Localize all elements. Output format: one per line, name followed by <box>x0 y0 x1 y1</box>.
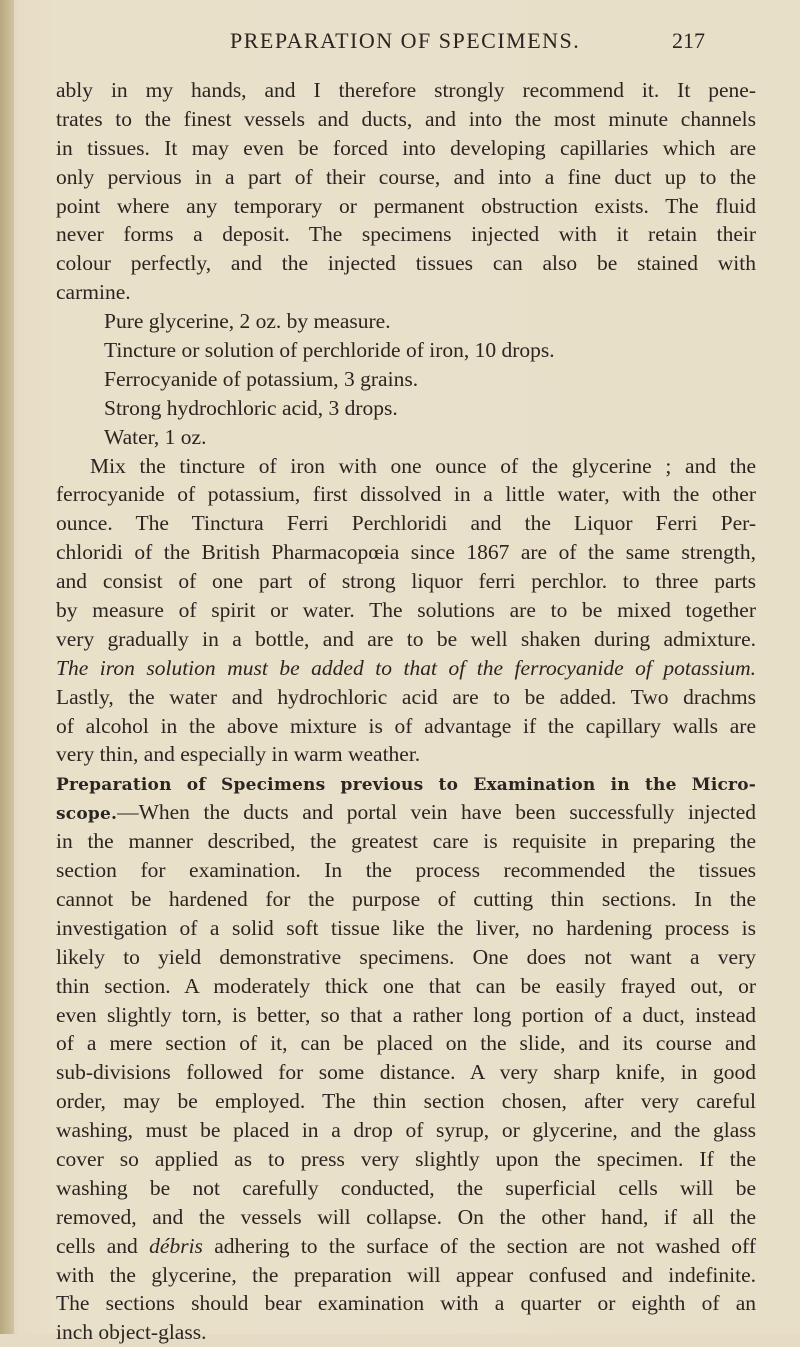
text-line: and consist of one part of strong liquor ferri perchlor. to three parts <box>56 569 756 594</box>
text-fragment: cells and <box>56 1233 150 1258</box>
text-line: likely to yield demonstrative specimens. One does not want a very <box>56 944 756 969</box>
text-line: only pervious in a part of their course, and into a fine duct up to the <box>56 164 756 189</box>
section-first-line: —When the ducts and portal vein have been successfully injected <box>117 800 756 825</box>
text-line: never forms a deposit. The specimens injected with it retain their <box>56 222 756 247</box>
text-line: thin section. A moderately thick one that can be easily frayed out, or <box>56 973 756 998</box>
text-line: The sections should bear examination with a quarter or eighth of an <box>56 1291 756 1316</box>
text-line: sub-divisions followed for some distance. A very sharp knife, in good <box>56 1060 756 1085</box>
formula-item: Ferrocyanide of potassium, 3 grains. <box>104 366 419 391</box>
formula-item: Strong hydrochloric acid, 3 drops. <box>104 395 398 420</box>
text-line: colour perfectly, and the injected tissues can also be stained with <box>56 251 756 276</box>
text-line: ably in my hands, and I therefore strongly recommend it. It pene- <box>56 78 756 102</box>
page-gutter-shadow <box>0 0 14 1334</box>
text-line: order, may be employed. The thin section chosen, after very careful <box>56 1089 756 1114</box>
page-number: 217 <box>672 28 705 53</box>
section-heading-line <box>56 769 756 798</box>
running-title: PREPARATION OF SPECIMENS. <box>230 28 581 53</box>
text-line: in tissues. It may even be forced into developing capillaries which are <box>56 135 756 160</box>
text-line <box>56 798 756 827</box>
text-line: ounce. The Tinctura Ferri Perchloridi and the Liquor Ferri Per- <box>56 511 756 536</box>
text-line: inch object-glass. <box>56 1320 207 1345</box>
text-line: chloridi of the British Pharmacopœia since 1867 are of the same strength, <box>56 540 756 565</box>
text-line: section for examination. In the process recommended the tissues <box>56 858 756 883</box>
text-line: even slightly torn, is better, so that a rather long portion of a duct, instead <box>56 1002 756 1027</box>
formula-item: Water, 1 oz. <box>104 424 207 449</box>
text-line: in the manner described, the greatest care is requisite in preparing the <box>56 829 756 854</box>
text-line: cover so applied as to press very slightly upon the specimen. If the <box>56 1146 756 1171</box>
text-line: with the glycerine, the preparation will appear confused and indefinite. <box>56 1262 756 1287</box>
formula-item: Pure glycerine, 2 oz. by measure. <box>104 309 391 334</box>
text-line: by measure of spirit or water. The solutions are to be mixed together <box>56 598 756 623</box>
text-line: very thin, and especially in warm weather. <box>56 742 421 767</box>
text-line: removed, and the vessels will collapse. On the other hand, if all the <box>56 1204 756 1229</box>
text-line: very gradually in a bottle, and are to be well shaken during admixture. <box>56 626 756 651</box>
text-line: Lastly, the water and hydrochloric acid are to be added. Two drachms <box>56 684 756 709</box>
text-line: washing, must be placed in a drop of syrup, or glycerine, and the glass <box>56 1118 756 1143</box>
italic-instruction: The iron solution must be added to that of the ferrocyanide of potassium. <box>56 655 756 680</box>
text-line: carmine. <box>56 280 131 305</box>
text-line: of alcohol in the above mixture is of advantage if the capillary walls are <box>56 713 756 738</box>
text-line: Mix the tincture of iron with one ounce of the glycerine ; and the <box>90 453 756 478</box>
text-line: ferrocyanide of potassium, first dissolved in a little water, with the other <box>56 482 756 507</box>
section-heading-end: scope. <box>56 804 118 825</box>
running-head <box>0 28 800 68</box>
text-line: investigation of a solid soft tissue like the liver, no hardening process is <box>56 915 756 940</box>
formula-item: Tincture or solution of perchloride of iron, 10 drops. <box>104 338 555 363</box>
text-line: trates to the finest vessels and ducts, and into the most minute channels <box>56 106 756 131</box>
text-line <box>56 1232 756 1261</box>
text-line: point where any temporary or permanent obstruction exists. The fluid <box>56 193 756 218</box>
body-text <box>56 76 756 1347</box>
italic-word: débris <box>149 1233 203 1258</box>
text-line: cannot be hardened for the purpose of cutting thin sections. In the <box>56 886 756 911</box>
section-heading: Preparation of Specimens previous to Examination in the Micro- <box>56 775 756 796</box>
text-fragment: adhering to the surface of the section are not washed off <box>202 1233 756 1258</box>
text-line: of a mere section of it, can be placed on the slide, and its course and <box>56 1031 756 1056</box>
text-line: washing be not carefully conducted, the superficial cells will be <box>56 1175 756 1200</box>
